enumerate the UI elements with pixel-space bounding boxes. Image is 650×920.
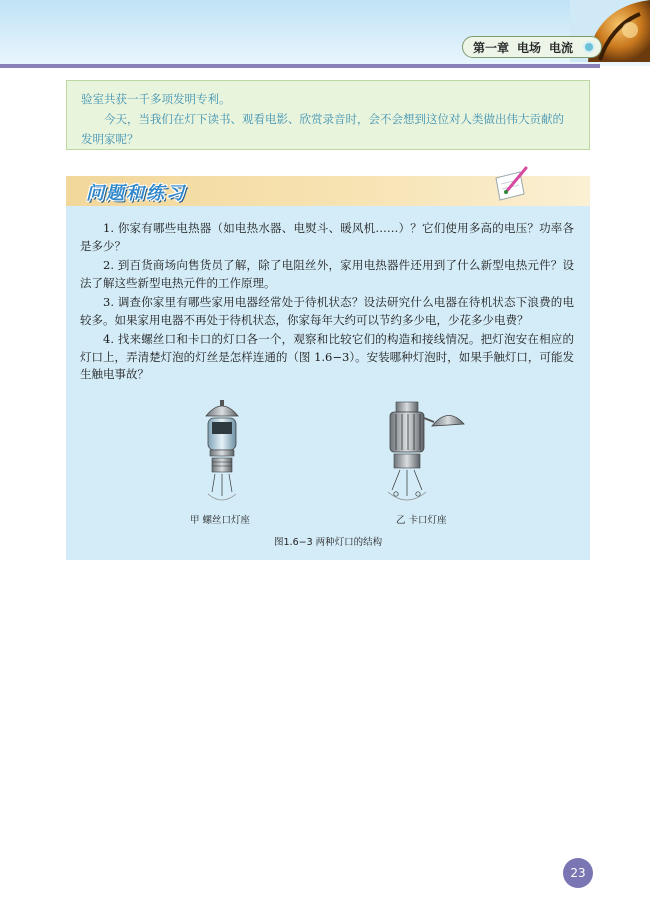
chapter-label bbox=[462, 36, 602, 58]
intro-box bbox=[66, 80, 590, 150]
question-3: 3. 调查你家里有哪些家用电器经常处于待机状态？设法研究什么电器在待机状态下浪费的电较多。如果家用电器不再处于待机状态，你家每年大约可以节约多少电，少花多少电费？ bbox=[80, 295, 574, 327]
screw-lamp-holder-illustration bbox=[182, 398, 262, 508]
pen-paper-icon bbox=[490, 164, 530, 204]
chapter-title-a: 电场 bbox=[517, 40, 542, 55]
question-4: 4. 找来螺丝口和卡口的灯口各一个，观察和比较它们的构造和接线情况。把灯泡安在相应的灯口上，弄清楚灯泡的灯丝是怎样连通的（图 1.6−3）。安装哪种灯泡时，如果手触灯口，可能发生触电事故？ bbox=[80, 332, 574, 381]
header-rule bbox=[0, 64, 600, 68]
page-number: 23 bbox=[563, 858, 593, 888]
question-1: 1. 你家有哪些电热器（如电热水器、电熨斗、暖风机……）？它们使用多高的电压？功率各是多少？ bbox=[80, 221, 574, 253]
intro-line-1: 验室共获一千多项发明专利。 bbox=[81, 92, 231, 106]
figure-label-bayonet: 乙 卡口灯座 bbox=[396, 515, 447, 526]
figure-lamp-holders bbox=[66, 386, 590, 556]
chapter-title-b: 电流 bbox=[549, 40, 574, 55]
section-banner bbox=[66, 176, 590, 208]
figure-label-screw: 甲 螺丝口灯座 bbox=[190, 515, 251, 526]
exercise-box bbox=[66, 206, 590, 560]
figure-caption: 图1.6−3 两种灯口的结构 bbox=[274, 537, 383, 548]
question-2: 2. 到百货商场向售货员了解，除了电阻丝外，家用电热器件还用到了什么新型电热元件？设法了解这些新型电热元件的工作原理。 bbox=[80, 258, 574, 290]
section-title: 问题和练习 bbox=[86, 183, 186, 204]
intro-line-2: 今天，当我们在灯下读书、观看电影、欣赏录音时，会不会想到这位对人类做出伟大贡献的发明家呢？ bbox=[81, 112, 564, 146]
bayonet-lamp-holder-illustration bbox=[366, 396, 476, 511]
chapter-dot-icon bbox=[585, 43, 593, 51]
chapter-number: 第一章 bbox=[473, 40, 510, 55]
